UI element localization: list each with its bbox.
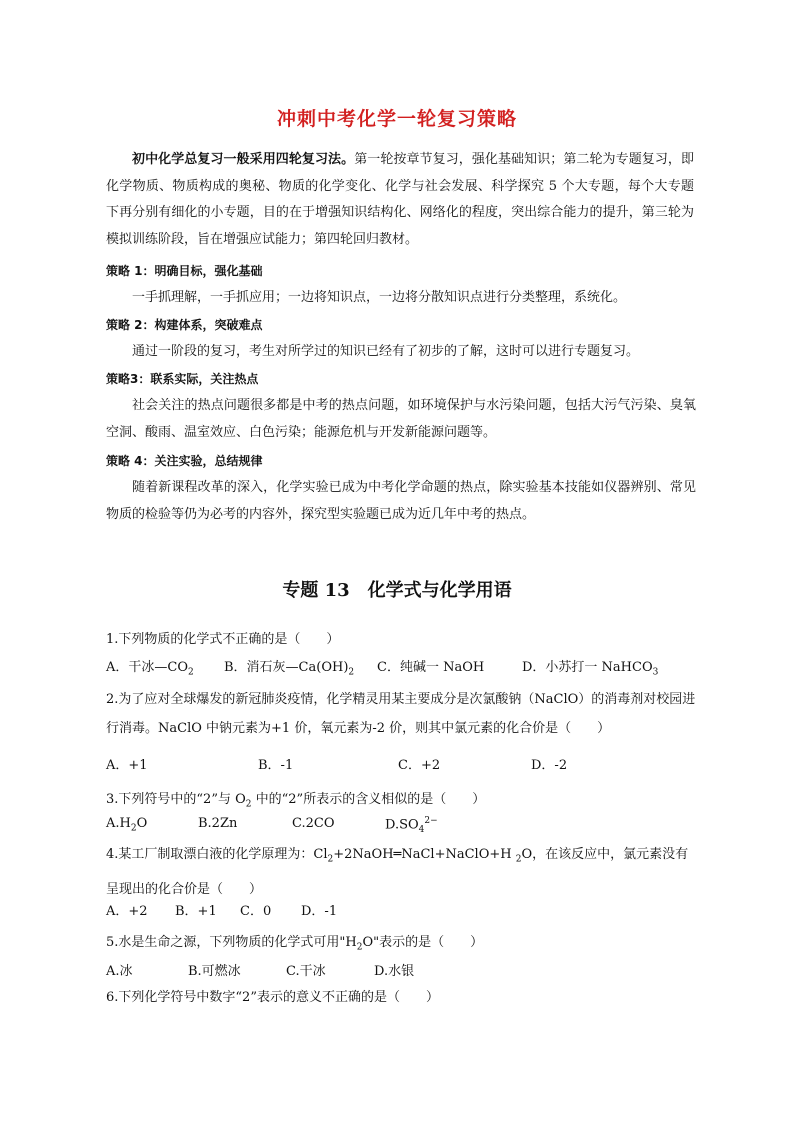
question-2-option-b: B．-1 (258, 758, 294, 773)
page-title: 冲刺中考化学一轮复习策略 (276, 108, 517, 130)
question-3-option-c: C.2CO (292, 816, 335, 831)
strategy-2-body: 通过一阶段的复习，考生对所学过的知识已经有了初步的了解，这时可以进行专题复习。 (132, 344, 640, 359)
question-2-option-a: A．+1 (106, 758, 148, 773)
strategy-3-body: 社会关注的热点问题很多都是中考的热点问题，如环境保护与水污染问题，包括大污气污染、臭氧空洞、酸雨、温室效应、白色污染；能源危机与开发新能源问题等。 (106, 398, 696, 440)
question-3-option-a: $A.H_2O$ (106, 816, 148, 834)
question-2-option-c: C．+2 (398, 758, 441, 773)
strategy-2-heading: 策略 2：构建体系，突破难点 (106, 318, 263, 332)
question-1-option-a: A．干冰$—CO_2$ (106, 660, 194, 678)
question-3-stem: 3.下列符号中的“2”与 $O_2$ 中的“2”所表示的含义相似的是（ ） (106, 792, 486, 810)
strategy-1-body: 一手抓理解，一手抓应用；一边将知识点，一边将分散知识点进行分类整理，系统化。 (132, 290, 627, 305)
strategy-1-heading: 策略 1：明确目标，强化基础 (106, 264, 263, 278)
question-5-option-d: D.水银 (374, 964, 415, 979)
question-1-option-c: C．纯碱一 NaOH (377, 660, 485, 675)
intro-lead: 初中化学总复习一般采用四轮复习法。 (132, 152, 355, 167)
intro-text: 第一轮按章节复习，强化基础知识；第二轮为专题复习，即化学物质、物质构成的奥秘、物质的化学变化、化学与社会发展、科学探究 5 个大专题，每个大专题下再分别有细化的小专题，目的在于增强知识结构化、网络化的程度，突出综合能力的提升，第三轮为模拟训练阶段，旨在增强应试能力；第四轮回归教材。 (106, 152, 694, 247)
strategy-3-heading: 策略3：联系实际，关注热点 (106, 372, 259, 386)
strategy-4-body: 随着新课程改革的深入，化学实验已成为中考化学命题的热点，除实验基本技能如仪器辨别、常见物质的检验等仍为必考的内容外，探究型实验题已成为近几年中考的热点。 (106, 480, 696, 522)
question-1-option-d: D．小苏打一 NaHCO$_3$ (522, 660, 659, 678)
question-1-option-b: B．消石灰$—Ca(OH)_2$ (224, 660, 355, 678)
question-3-option-b: B.2Zn (198, 816, 238, 831)
question-5-option-c: C.干冰 (286, 964, 326, 979)
question-4-option-c: C．0 (240, 904, 272, 919)
question-2-option-d: D．-2 (531, 758, 568, 773)
question-1-stem: 1.下列物质的化学式不正确的是（ ） (106, 632, 340, 647)
question-4-option-a: A．+2 (106, 904, 148, 919)
question-5-option-a: A.冰 (106, 964, 133, 979)
question-2-stem: 2.为了应对全球爆发的新冠肺炎疫情，化学精灵用某主要成分是次氯酸钠（NaClO）的消毒剂对校园进行消毒。NaClO 中钠元素为+1 价，氧元素为-2 价，则其中氯元素的化合价是（ ） (106, 692, 696, 736)
question-5-option-b: B.可燃冰 (188, 964, 241, 979)
intro-paragraph (106, 147, 694, 253)
question-4-option-d: D．-1 (301, 904, 338, 919)
question-4-option-b: B．+1 (175, 904, 217, 919)
strategy-4-heading: 策略 4：关注实验，总结规律 (106, 454, 263, 468)
question-6-stem: 6.下列化学符号中数字“2”表示的意义不正确的是（ ） (106, 990, 439, 1005)
question-5-stem: 5.水是生命之源，下列物质的化学式可用"$H_2O$"表示的是（ ） (106, 935, 484, 953)
question-4-stem: 4.某工厂制取漂白液的化学原理为：$Cl_2+2NaOH═NaCl+NaClO+H$ $_2$O，在该反应中，氯元素没有呈现出的化合价是（ ） (106, 847, 689, 897)
question-3-option-d: $D.SO_4^{2-}$ (385, 816, 438, 835)
section-subtitle: 专题 13 化学式与化学用语 (282, 580, 512, 601)
